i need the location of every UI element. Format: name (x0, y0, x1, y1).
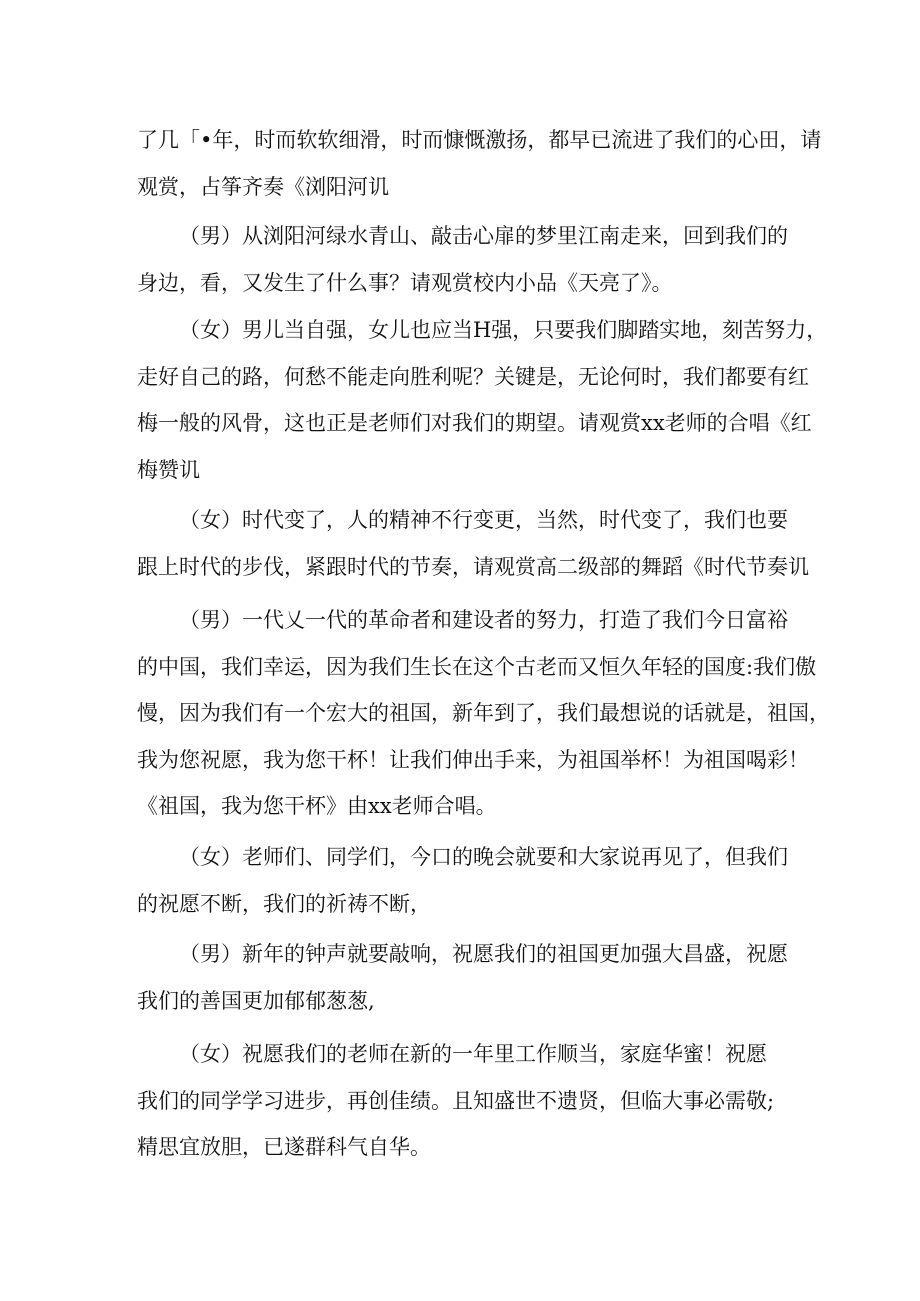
text-line: 的中国，我们幸运，因为我们生长在这个古老而又恒久年轻的国度:我们傲 (137, 654, 817, 679)
text-line: 精思宜放胆，已遂群科气自华。 (137, 1135, 431, 1159)
paragraph-8 (137, 1031, 797, 1171)
text-line: 了几「•年，时而软软细滑，时而慷慨激扬，都早已流进了我们的心田，请 (137, 128, 822, 152)
text-line: 慢，因为我们有一个宏大的祖国，新年到了，我们最想说的话就是，祖国， (137, 701, 830, 725)
text-line: 我们的同学学习进步，再创佳绩。且知盛世不遗贤，但临大事必需敬; (137, 1088, 775, 1113)
text-line: 的祝愿不断，我们的祈祷不断， (137, 891, 431, 916)
text-line: 梅一般的风骨，这也正是老师们对我们的期望。请观赏xx老师的合唱《红 (137, 411, 812, 435)
text-line: 我为您祝愿，我为您干杯！让我们伸出手来，为祖国举杯！为祖国喝彩！ (137, 747, 809, 772)
text-line: （女）男儿当自强，女儿也应当H强，只要我们脚踏实地，刻苦努力， (179, 318, 828, 342)
text-line: 身边，看，又发生了什么事？请观赏校内小品《天亮了》。 (137, 270, 673, 295)
text-line: 跟上时代的步伐，紧跟时代的节奏，请观赏高二级部的舞蹈《时代节奏讥 (137, 554, 809, 579)
text-line: （男）一代乂一代的革命者和建设者的努力，打造了我们今日富裕 (179, 608, 788, 632)
text-line: 观赏，占筝齐奏《浏阳河讥 (137, 174, 389, 199)
text-line: （男）新年的钟声就要敲响，祝愿我们的祖国更加强大昌盛，祝愿 (179, 942, 788, 966)
paragraph-4 (137, 497, 809, 590)
paragraph-1 (137, 117, 822, 210)
text-line: 《祖国，我为您干杯》由xx老师合唱。 (137, 794, 497, 818)
text-line: 走好自己的路，何愁不能走向胜利呢？关键是，无论何时，我们都要有红 (137, 364, 809, 389)
text-line: 梅赞讥 (137, 457, 200, 482)
paragraph-5 (137, 597, 830, 830)
paragraph-3 (137, 307, 828, 493)
text-line: （女）祝愿我们的老师在新的一年里工作顺当，家庭华蜜！祝愿 (179, 1042, 767, 1066)
text-line: （女）时代变了，人的精神不行变更，当然，时代变了，我们也要 (179, 508, 788, 532)
paragraph-2 (137, 213, 797, 306)
text-line: （女）老师们、同学们，今口的晚会就要和大家说再见了，但我们 (179, 845, 788, 869)
text-line: （男）从浏阳河绿水青山、敲击心扉的梦里江南走来，回到我们的 (179, 224, 788, 248)
paragraph-6 (137, 834, 797, 927)
text-line: 我们的善国更加郁郁葱葱, (137, 988, 375, 1013)
paragraph-7 (137, 931, 797, 1024)
